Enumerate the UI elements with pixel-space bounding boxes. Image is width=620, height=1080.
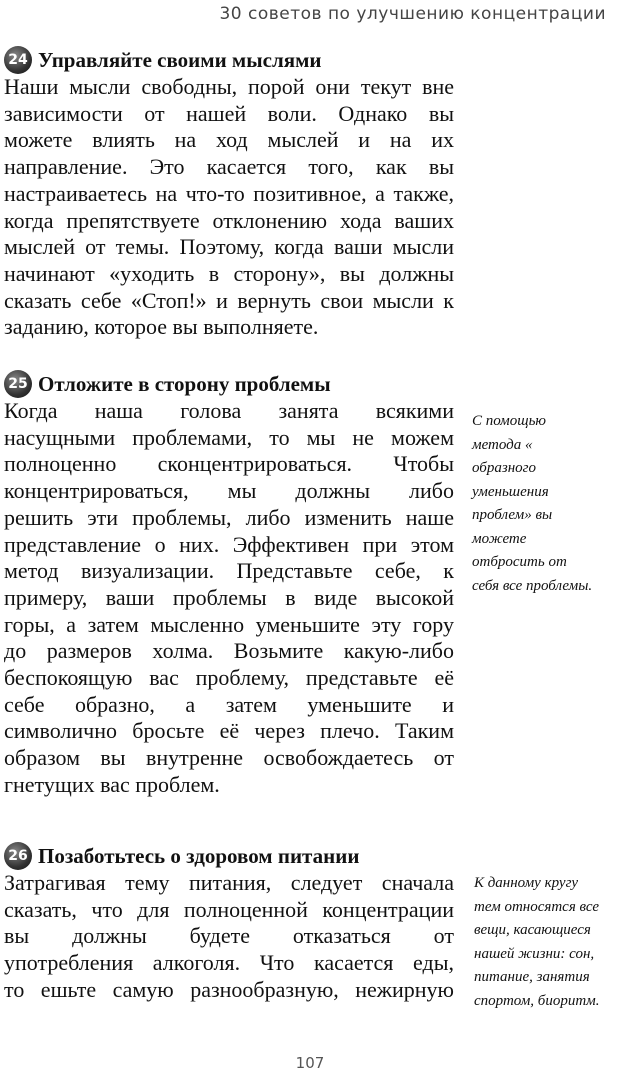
note-line: отбросить от xyxy=(472,554,567,570)
note-line: спортом, биоритм. xyxy=(474,992,600,1009)
section-number-badge: 25 xyxy=(4,370,32,398)
text-line: символично бросьте её через плечо. Таким xyxy=(4,718,454,744)
text-line: решить эти проблемы, либо изменить наше xyxy=(4,504,454,530)
section-title: Позаботьтесь о здоровом питании xyxy=(38,843,360,868)
text-line: концентрироваться, мы должны либо xyxy=(4,478,454,504)
text-line: гнетущих вас проблем. xyxy=(4,771,220,797)
text-line: мыслей от темы. Поэтому, когда ваши мысли xyxy=(4,234,454,260)
section-heading xyxy=(4,842,359,870)
text-line: Когда наша голова занята всякими xyxy=(4,398,454,423)
text-line: горы, а затем мысленно уменьшите эту гору xyxy=(4,611,454,637)
text-line: зависимости от нашей воли. Однако вы xyxy=(4,100,454,126)
section-heading xyxy=(4,46,322,74)
section-number-badge: 26 xyxy=(4,842,32,870)
note-line: проблем» вы xyxy=(472,507,553,523)
text-line: сказать себе «Стоп!» и вернуть свои мысли к xyxy=(4,287,454,313)
note-line: вещи, касающиеся xyxy=(474,922,591,938)
note-line: питание, занятия xyxy=(474,969,590,985)
text-line: начинают «уходить в сторону», вы должны xyxy=(4,260,454,286)
text-line: полноценно сконцентрироваться. Чтобы xyxy=(4,451,454,477)
text-line: когда препятствуете отклонению хода ваших xyxy=(4,207,454,233)
text-line: заданию, которое вы выполняете. xyxy=(4,314,319,340)
text-line: образом вы внутренне освобождаетесь от xyxy=(4,745,454,771)
text-line: направление. Это касается того, как вы xyxy=(4,154,454,180)
section-title: Отложите в сторону проблемы xyxy=(38,371,331,396)
section-body xyxy=(4,74,454,341)
running-head: 30 советов по улучшению концентрации xyxy=(219,4,606,24)
note-line: С помощью xyxy=(472,413,546,429)
section-body xyxy=(4,398,454,799)
text-line: настраиваетесь на что-то позитивное, а также, xyxy=(4,180,454,206)
text-line: употребления алкоголя. Что касается еды, xyxy=(4,950,454,976)
text-line: до размеров холма. Возьмите какую-либо xyxy=(4,638,454,664)
text-line: насущными проблемами, то мы не можем xyxy=(4,424,454,450)
note-line: можете xyxy=(472,530,527,547)
page-number: 107 xyxy=(295,1054,325,1072)
text-line: можете влиять на ход мыслей и на их xyxy=(4,127,454,153)
section-heading xyxy=(4,370,331,398)
text-line: Затрагивая тему питания, следует сначала xyxy=(4,870,454,895)
section-number-badge: 24 xyxy=(4,46,32,74)
section-26 xyxy=(0,842,620,1022)
text-line: себе образно, а затем уменьшите и xyxy=(4,691,454,717)
margin-note xyxy=(472,410,618,598)
note-line: уменьшения xyxy=(472,483,549,500)
text-line: сказать, что для полноценной концентрации xyxy=(4,896,454,922)
text-line: представление о них. Эффективен при этом xyxy=(4,531,454,557)
section-24 xyxy=(0,46,620,366)
note-line: тем относятся все xyxy=(474,898,599,915)
note-line: образного xyxy=(472,460,536,476)
note-line: нашей жизни: сон, xyxy=(474,945,595,962)
section-body xyxy=(4,870,454,1004)
margin-note xyxy=(474,872,620,1013)
text-line: беспокоящую вас проблему, представьте её xyxy=(4,665,454,691)
text-line: метод визуализации. Представьте себе, к xyxy=(4,558,454,584)
section-title: Управляйте своими мыслями xyxy=(38,47,322,72)
text-line: то ешьте самую разнообразную, нежирную xyxy=(4,976,454,1002)
note-line: себя все проблемы. xyxy=(472,577,593,594)
text-line: Наши мысли свободны, порой они текут вне xyxy=(4,74,454,99)
text-line: примеру, ваши проблемы в виде высокой xyxy=(4,584,454,610)
text-line: вы должны будете отказаться от xyxy=(4,923,454,949)
note-line: К данному кругу xyxy=(474,875,579,891)
note-line: метода « xyxy=(472,436,533,453)
section-25 xyxy=(0,370,620,820)
